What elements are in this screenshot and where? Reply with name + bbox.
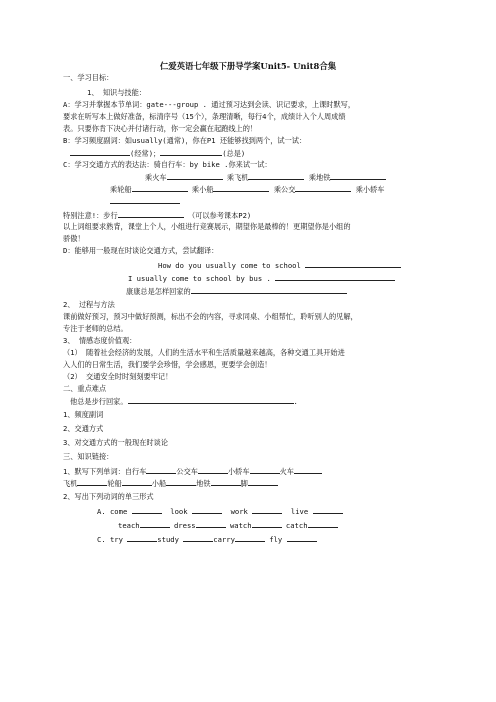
list-item: 3、对交通方式的一般现在时谈论 (63, 438, 168, 447)
fill-line: I usually come to school by bus . (128, 273, 395, 284)
fill-line: 他总是步行回家。 . (70, 397, 298, 406)
fill-line: 乘火车 乘飞机 乘地铁 (145, 172, 386, 183)
list-item: 2、交通方式 (63, 424, 104, 433)
text-line: 表。只要你肯下决心并付诸行动，你一定会赢在起跑线上的！ (63, 124, 258, 133)
list-item: 1、频度副词 (63, 410, 104, 419)
fill-line: A. come look work live (97, 506, 343, 517)
text-line: 2、写出下列动词的单三形式 (63, 492, 154, 501)
fill-line: C. try study carry fly (97, 534, 317, 545)
text-line: 入人们的日常生活，我们要学会珍惜，学会感恩，更要学会创造！ (63, 360, 272, 369)
text-line: A：学习并掌握本节单词：gate---group . 通过预习达到会读、识记要求，上课时默写， (63, 100, 356, 109)
subsection-heading: 3、 情感态度价值观： (63, 336, 137, 345)
subsection-heading: 2、 过程与方法 (63, 300, 115, 309)
fill-line: teach dress watch catch (118, 520, 338, 531)
fill-line: How do you usually come to school (158, 260, 401, 271)
fill-line: 康康总是怎样回家的 (126, 286, 347, 297)
document-title: 仁爱英语七年级下册导学案Unit5- Unit8合集 (159, 61, 337, 71)
fill-line: (经常)； (总是) (70, 148, 245, 159)
text-line: 以上词组要求熟背，课堂上个人，小组进行竞赛展示，期望你是最棒的！更期望你是小组的 (63, 222, 351, 231)
subsection-heading: 1、 知识与技能： (87, 88, 146, 97)
text-line: 骄傲！ (63, 234, 85, 243)
text-line: D：能够用一般现在时谈论交通方式，尝试翻译： (63, 246, 219, 255)
text-line: （1） 随着社会经济的发展，人们的生活水平和生活质量越来越高，各种交通工具开始进 (63, 348, 345, 357)
text-line: 专注于老师的总结。 (63, 324, 128, 333)
text-line: B：学习频度副词：如usually(通常)，你在P1 还能够找到两个，试一试： (63, 136, 307, 145)
fill-line: 特别注意!：步行 （可以参考课本P2) (63, 211, 252, 220)
fill-line: 乘轮船 乘小船 乘公交 乘小轿车 (110, 185, 385, 194)
section-heading: 三、知识链接： (63, 452, 114, 461)
text-line: 课前做好预习，预习中做好预测，标出不会的内容，寻求同桌、小组帮忙，聆听别人的见解， (63, 312, 358, 321)
text-line: （2） 交通安全时时刻刻要牢记！ (63, 372, 173, 381)
fill-line: 1、默写下列单词：自行车 公交车 小轿车 火车 (63, 466, 322, 477)
section-heading: 二、重点难点 (63, 384, 107, 393)
text-line: 要求在听写本上做好准备，标清序号（15个），条理清晰，每行4个，成绩计入个人周成绩 (63, 112, 346, 121)
fill-line: 飞机 轮船 小船 地铁 脚 (63, 478, 278, 489)
fill-line (110, 196, 180, 207)
text-line: C：学习交通方式的表达法：骑自行车：by bike .你来试一试： (63, 160, 272, 169)
section-heading: 一、学习目标： (63, 73, 114, 82)
